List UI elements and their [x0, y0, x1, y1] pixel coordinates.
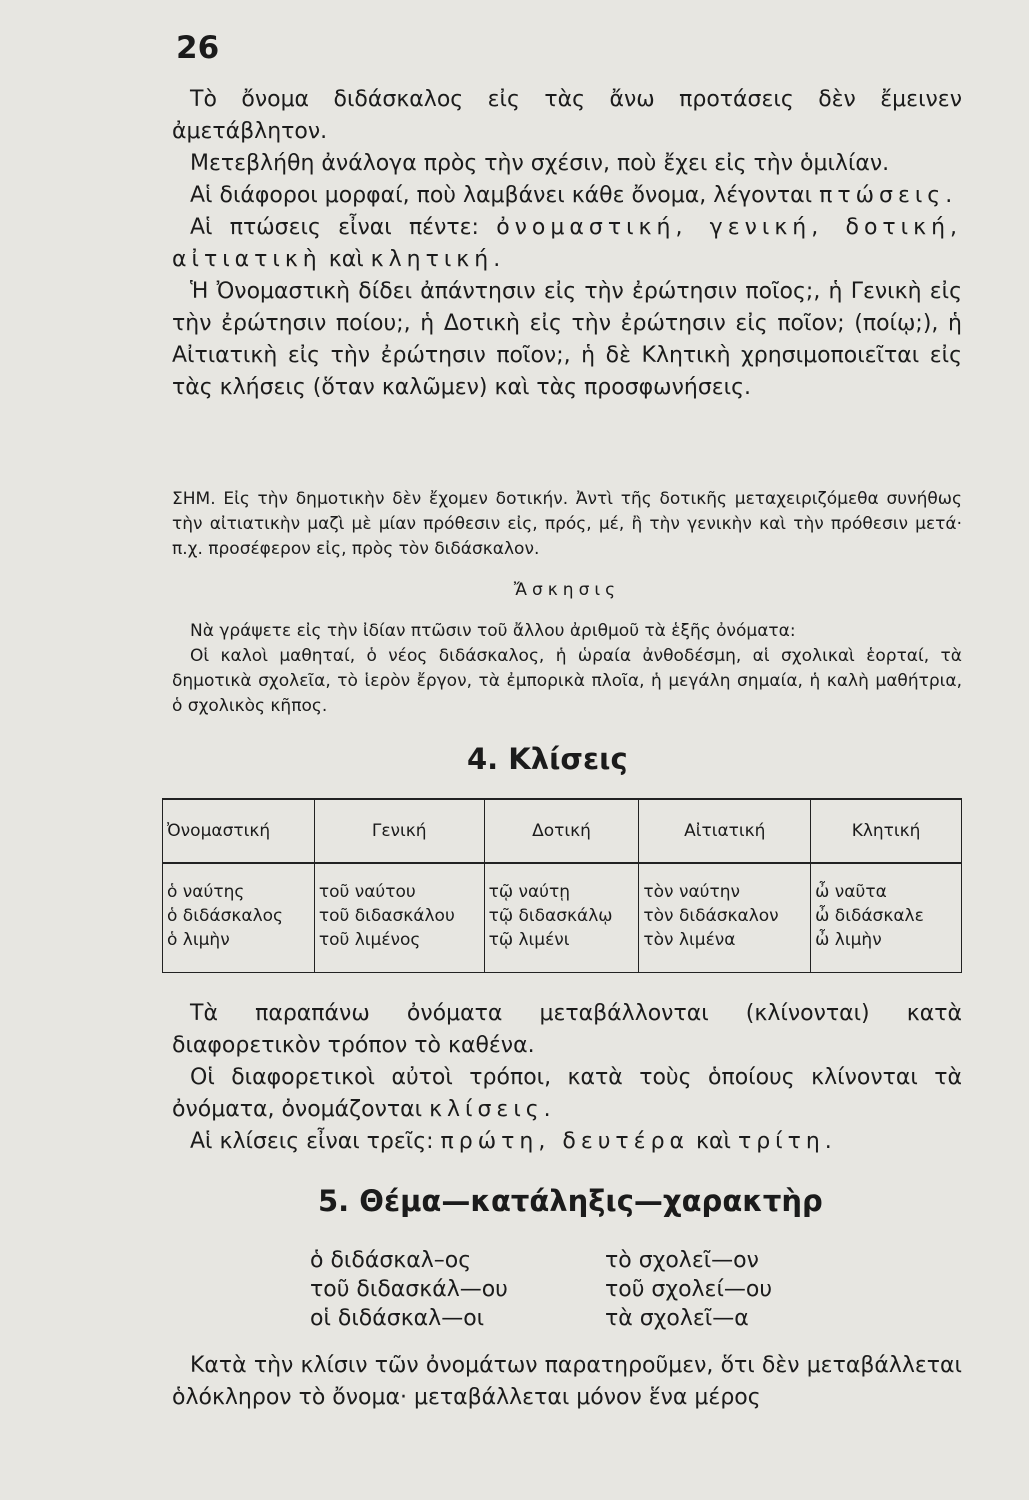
- table-cell: [484, 863, 639, 973]
- table-row: [163, 863, 962, 973]
- paragraph: [172, 1062, 962, 1126]
- form-line: τοῦ διδασκάλ—ου: [310, 1277, 508, 1302]
- cell-line: ὦ ναῦτα: [815, 882, 887, 902]
- paragraph: Τὸ ὄνομα διδάσκαλος εἰς τὰς ἄνω προτάσεις δὲν ἔμεινεν ἀμετάβλητον.: [172, 87, 962, 144]
- text: καὶ: [328, 247, 364, 272]
- cell-line: τοῦ λιμένος: [318, 930, 421, 950]
- cell-line: τὸν ναύτην: [643, 882, 740, 902]
- text: Αἱ κλίσεις εἶναι τρεῖς:: [190, 1129, 434, 1154]
- exercise-instruction: Νὰ γράψετε εἰς τὴν ἰδίαν πτῶσιν τοῦ ἄλλου ἀριθμοῦ τὰ ἑξῆς ὀνόματα:: [190, 621, 796, 641]
- cell-line: τῷ διδασκάλῳ: [488, 906, 613, 926]
- page-number: 26: [176, 30, 220, 66]
- form-line: ὁ διδάσκαλ–ος: [310, 1248, 472, 1273]
- section5-text: [172, 1350, 962, 1414]
- table-cell: [639, 863, 811, 973]
- paragraph: [172, 212, 962, 276]
- column-header: Γενική: [314, 799, 484, 863]
- emphasized-term: πρώτη, δευτέρα: [440, 1129, 690, 1154]
- intro-text: [172, 84, 962, 404]
- text: Οἱ διαφορετικοὶ αὐτοὶ τρόποι, κατὰ τοὺς ὁποίους κλίνονται τὰ ὀνόματα, ὀνομάζονται: [172, 1065, 962, 1122]
- cell-line: τοῦ διδασκάλου: [318, 906, 455, 926]
- emphasized-term: ὀνομαστική, γενική, δοτική, αἰτιατικὴ: [172, 215, 963, 272]
- emphasized-term: κλητική.: [370, 247, 506, 272]
- cell-line: ὦ λιμὴν: [815, 930, 882, 950]
- form-line: οἱ διδάσκαλ—οι: [310, 1306, 485, 1331]
- emphasized-term: τρίτη.: [737, 1129, 837, 1154]
- paragraph: Τὰ παραπάνω ὀνόματα μεταβάλλονται (κλίνονται) κατὰ διαφορετικὸν τρόπον τὸ καθένα.: [172, 1001, 962, 1058]
- column-header: Δοτική: [484, 799, 639, 863]
- paragraph: Μετεβλήθη ἀνάλογα πρὸς τὴν σχέσιν, ποὺ ἔχει εἰς τὴν ὁμιλίαν.: [190, 151, 890, 176]
- text: Αἱ πτώσεις εἶναι πέντε:: [190, 215, 479, 240]
- text: Αἱ διάφοροι μορφαί, ποὺ λαμβάνει κάθε ὄνομα, λέγονται: [190, 183, 813, 208]
- emphasized-term: κλίσεις.: [429, 1097, 556, 1122]
- section4-text: [172, 998, 962, 1158]
- column-header: Κλητική: [811, 799, 962, 863]
- text: καὶ: [696, 1129, 731, 1154]
- cell-line: τοῦ ναύτου: [318, 882, 416, 902]
- forms-column-right: [605, 1246, 865, 1333]
- declension-table: [162, 798, 962, 973]
- cell-line: ὁ ναύτης: [167, 882, 245, 902]
- cell-line: τῷ ναύτῃ: [488, 882, 571, 902]
- paragraph: Κατὰ τὴν κλίσιν τῶν ὀνομάτων παρατηροῦμεν, ὅτι δὲν μεταβάλλεται ὁλόκληρον τὸ ὄνομα· μεταβάλλεται μόνον ἕνα μέρος: [172, 1353, 962, 1410]
- exercise: [172, 578, 962, 719]
- paragraph: [172, 1126, 962, 1158]
- cell-line: τῷ λιμένι: [488, 930, 570, 950]
- cell-line: ὦ διδάσκαλε: [815, 906, 924, 926]
- note: [172, 487, 962, 562]
- form-line: τὸ σχολεῖ—ον: [605, 1248, 759, 1273]
- form-line: τοῦ σχολεί—ου: [605, 1277, 773, 1302]
- column-header: Αἰτιατική: [639, 799, 811, 863]
- note-text: ΣΗΜ. Εἰς τὴν δημοτικὴν δὲν ἔχομεν δοτικήν. Ἀντὶ τῆς δοτικῆς μεταχειριζόμεθα συνήθως τὴν αἰτιατικὴν μαζὶ μὲ μίαν πρόθεσιν εἰς, πρός, μέ, ἢ τὴν γενικὴν καὶ τὴν πρόθεσιν μετά· π.χ. προσέφερον εἰς, πρὸς τὸν διδάσκαλον.: [172, 489, 962, 559]
- table-cell: [811, 863, 962, 973]
- cell-line: ὁ λιμὴν: [167, 930, 230, 950]
- cell-line: ὁ διδάσκαλος: [167, 906, 284, 926]
- table-header-row: [163, 799, 962, 863]
- section-heading: 4. Κλίσεις: [467, 742, 628, 776]
- cell-line: τὸν λιμένα: [643, 930, 736, 950]
- exercise-text: Οἱ καλοὶ μαθηταί, ὁ νέος διδάσκαλος, ἡ ὡραία ἀνθοδέσμη, αἱ σχολικαὶ ἑορταί, τὰ δημοτικὰ σχολεῖα, τὸ ἱερὸν ἔργον, τὰ ἐμπορικὰ πλοῖα, ἡ μεγάλη σημαία, ἡ καλὴ μαθήτρια, ὁ σχολικὸς κῆπος.: [172, 646, 962, 716]
- table-cell: [163, 863, 315, 973]
- forms-column-left: [310, 1246, 570, 1333]
- form-line: τὰ σχολεῖ—α: [605, 1306, 749, 1331]
- cell-line: τὸν διδάσκαλον: [643, 906, 779, 926]
- table-cell: [314, 863, 484, 973]
- exercise-title: Ἄσκησις: [513, 580, 621, 600]
- paragraph: Ἡ Ὀνομαστικὴ δίδει ἀπάντησιν εἰς τὴν ἐρώτησιν ποῖος;, ἡ Γενικὴ εἰς τὴν ἐρώτησιν ποίου;, ἡ Δοτικὴ εἰς τὴν ἐρώτησιν εἰς ποῖον; (ποίῳ;), ἡ Αἰτιατικὴ εἰς τὴν ἐρώτησιν ποῖον;, ἡ δὲ Κλητικὴ χρησιμοποιεῖται εἰς τὰς κλήσεις (ὅταν καλῶμεν) καὶ τὰς προσφωνήσεις.: [172, 279, 962, 400]
- paragraph: [172, 180, 962, 212]
- emphasized-term: πτώσεις.: [819, 183, 958, 208]
- section-heading: 5. Θέμα—κατάληξις—χαρακτὴρ: [318, 1184, 823, 1218]
- column-header: Ὀνομαστική: [163, 799, 315, 863]
